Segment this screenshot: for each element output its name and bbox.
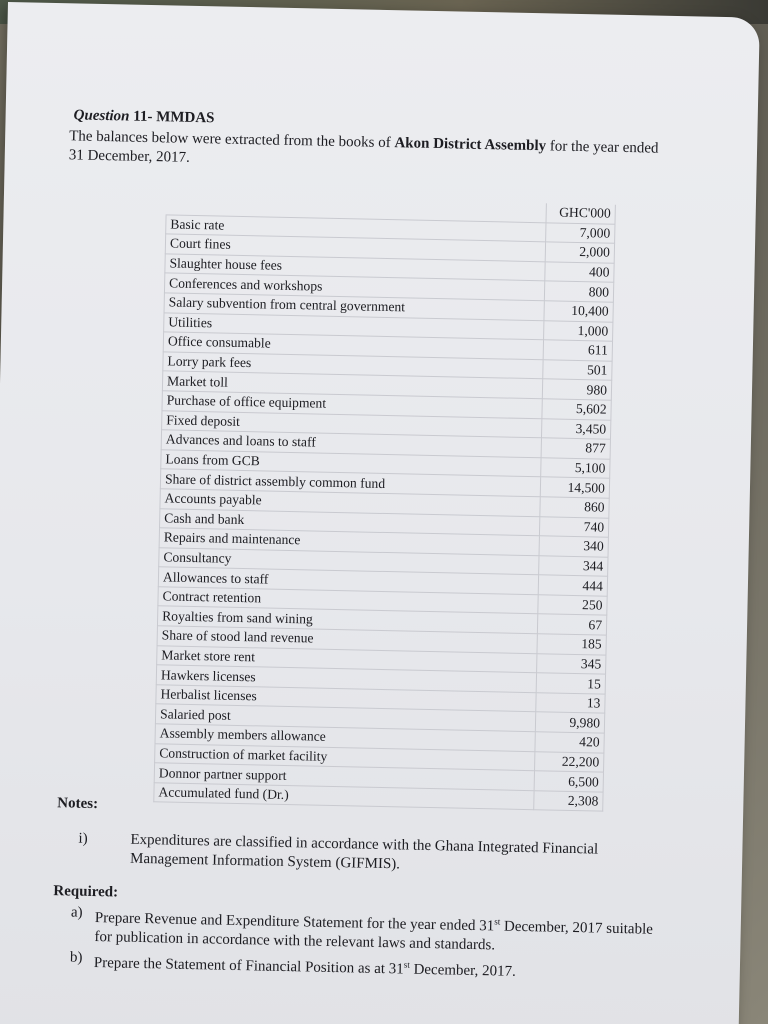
row-label: Herbalist licenses — [156, 685, 536, 713]
row-label: Hawkers licenses — [156, 665, 536, 693]
row-label: Market store rent — [157, 645, 537, 673]
required-letter: a) — [70, 904, 83, 921]
intro-paragraph — [69, 127, 670, 178]
row-label: Share of stood land revenue — [157, 626, 537, 654]
ordinal-suffix: st — [403, 959, 410, 970]
row-label: Royalties from sand wining — [157, 606, 537, 634]
entity-name: Akon District Assembly — [394, 135, 547, 155]
row-label: Conferences and workshops — [164, 273, 544, 301]
row-amount: 501 — [543, 360, 613, 381]
document-page — [0, 2, 760, 1024]
row-amount: 344 — [538, 555, 608, 576]
row-label: Office consumable — [163, 332, 543, 360]
row-amount: 10,400 — [544, 301, 614, 322]
note-item — [78, 830, 679, 873]
row-amount: 22,200 — [534, 751, 604, 772]
row-amount: 14,500 — [540, 477, 610, 498]
row-label: Fixed deposit — [162, 410, 542, 438]
question-title — [73, 107, 214, 127]
balances-table — [153, 195, 616, 812]
note-number: i) — [78, 830, 88, 847]
row-amount: 7,000 — [545, 222, 615, 243]
required-text-end: December, 2017 suitable for publication in accordance with the relevant laws and standards. — [94, 918, 654, 954]
row-label: Accumulated fund (Dr.) — [154, 783, 534, 811]
row-amount: 444 — [538, 575, 608, 596]
row-label: Court fines — [165, 234, 545, 262]
row-label: Contract retention — [158, 587, 538, 615]
row-amount: 345 — [536, 653, 606, 674]
row-amount: 877 — [541, 438, 611, 459]
required-text-end: December, 2017. — [409, 961, 516, 980]
row-label: Utilities — [164, 312, 544, 340]
row-label: Allowances to staff — [158, 567, 538, 595]
row-label: Construction of market facility — [155, 743, 535, 771]
row-amount: 2,000 — [545, 242, 615, 263]
row-amount: 2,308 — [534, 791, 604, 812]
row-amount: 420 — [535, 732, 605, 753]
row-amount: 980 — [542, 379, 612, 400]
required-text-start: Prepare the Statement of Financial Position as at 31 — [93, 955, 404, 978]
question-prefix: Question — [73, 107, 130, 125]
row-label: Repairs and maintenance — [159, 528, 539, 556]
row-label: Purchase of office equipment — [162, 391, 542, 419]
intro-after: for the year ended 31 December, 2017. — [68, 138, 659, 166]
row-label: Salary subvention from central government — [164, 293, 544, 321]
row-label: Advances and loans to staff — [161, 430, 541, 458]
row-amount: 6,500 — [534, 771, 604, 792]
row-amount: 800 — [544, 281, 614, 302]
row-label: Accounts payable — [160, 489, 540, 517]
row-amount: 5,602 — [542, 399, 612, 420]
row-label: Slaughter house fees — [165, 254, 545, 282]
row-label: Assembly members allowance — [155, 724, 535, 752]
row-label: Share of district assembly common fund — [160, 469, 540, 497]
row-amount: 15 — [536, 673, 606, 694]
row-amount: 1,000 — [543, 320, 613, 341]
row-amount: 13 — [536, 693, 606, 714]
balances-body — [154, 214, 615, 811]
row-amount: 611 — [543, 340, 613, 361]
row-label: Market toll — [162, 371, 542, 399]
row-amount: 67 — [537, 614, 607, 635]
row-amount: 250 — [538, 595, 608, 616]
row-amount: 860 — [540, 497, 610, 518]
required-heading: Required: — [53, 883, 119, 901]
question-label: 11- MMDAS — [133, 108, 215, 127]
row-amount: 5,100 — [541, 457, 611, 478]
required-letter: b) — [69, 949, 83, 966]
intro-before: The balances below were extracted from the books of — [69, 128, 395, 152]
row-label: Cash and bank — [160, 508, 540, 536]
row-label: Loans from GCB — [161, 450, 541, 478]
row-amount: 400 — [545, 262, 615, 283]
notes-heading: Notes: — [57, 795, 99, 813]
required-list — [70, 904, 671, 988]
currency-header: GHC'000 — [546, 203, 616, 224]
row-amount: 185 — [537, 634, 607, 655]
row-amount: 340 — [539, 536, 609, 557]
row-label: Basic rate — [166, 214, 546, 242]
row-label: Consultancy — [159, 547, 539, 575]
row-label: Donnor partner support — [154, 763, 534, 791]
row-label: Lorry park fees — [163, 352, 543, 380]
row-amount: 3,450 — [541, 418, 611, 439]
row-amount: 740 — [539, 516, 609, 537]
note-text: Expenditures are classified in accordance with the Ghana Integrated Financial Management Information System (GIFMIS). — [129, 831, 599, 873]
ordinal-suffix: st — [494, 916, 501, 927]
row-amount: 9,980 — [535, 712, 605, 733]
row-label: Salaried post — [155, 704, 535, 732]
required-text-start: Prepare Revenue and Expenditure Statement for the year ended 31 — [94, 910, 495, 935]
